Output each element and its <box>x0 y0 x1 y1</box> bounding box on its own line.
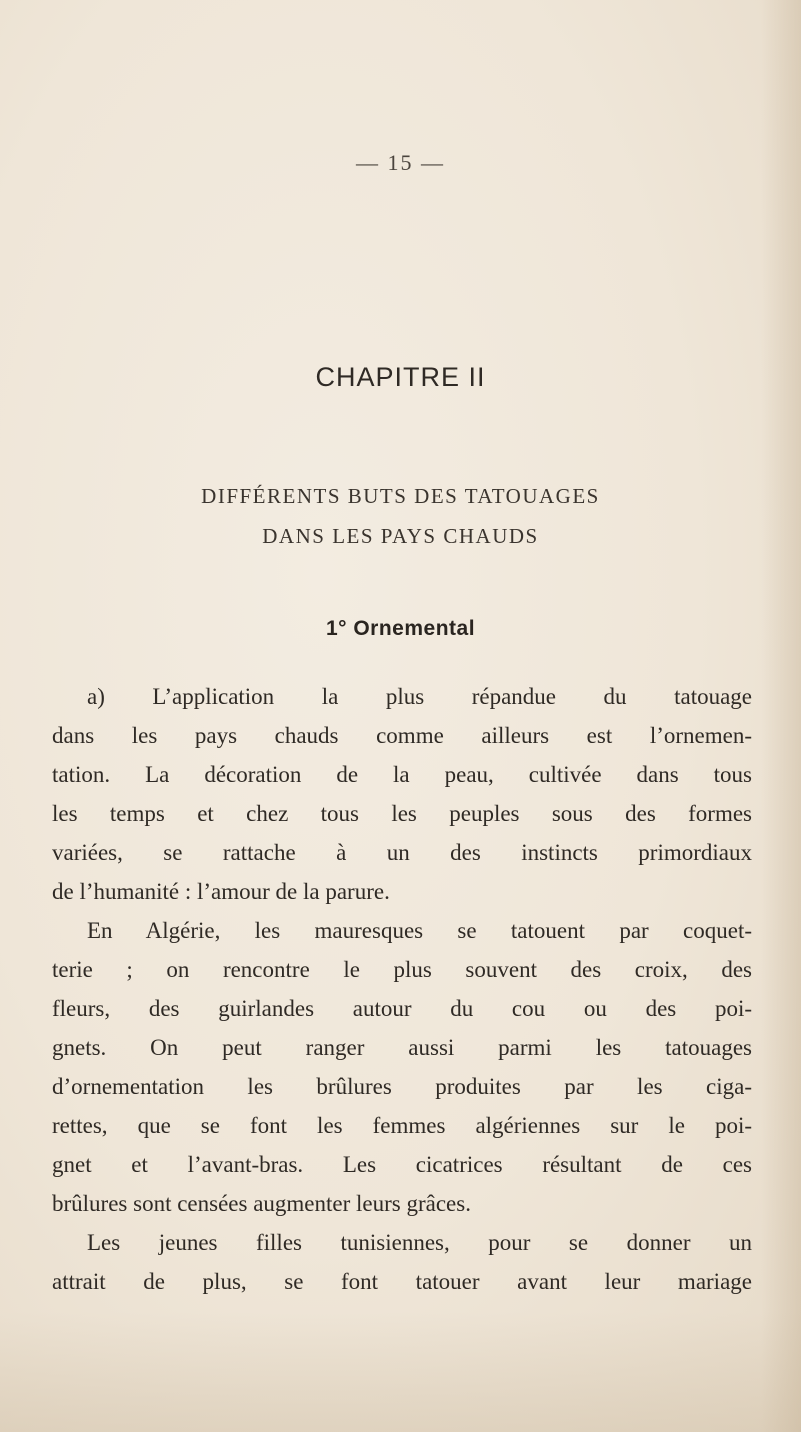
page-bottom-stain <box>0 1312 801 1432</box>
body-line: de l’humanité : l’amour de la parure. <box>52 879 390 904</box>
body-line: attrait de plus, se font tatouer avant leur mariage <box>52 1269 752 1294</box>
body-line: d’ornementation les brûlures produites par les ciga- <box>52 1074 752 1099</box>
body-line: dans les pays chauds comme ailleurs est l’ornemen- <box>52 723 752 748</box>
body-line: variées, se rattache à un des instincts primordiaux <box>52 840 752 865</box>
body-line: les temps et chez tous les peuples sous des formes <box>52 801 752 826</box>
body-line: rettes, que se font les femmes algériennes sur le poi- <box>52 1113 752 1138</box>
body-line: gnets. On peut ranger aussi parmi les tatouages <box>52 1035 752 1060</box>
page-number: — 15 — <box>356 150 445 175</box>
chapter-subtitle-line-2: DANS LES PAYS CHAUDS <box>262 524 539 548</box>
body-line: Les jeunes filles tunisiennes, pour se donner un <box>87 1230 752 1255</box>
chapter-subtitle-line-1: DIFFÉRENTS BUTS DES TATOUAGES <box>201 484 600 508</box>
chapter-title: CHAPITRE II <box>315 362 486 392</box>
body-line: terie ; on rencontre le plus souvent des croix, des <box>52 957 752 982</box>
body-line: a) L’application la plus répandue du tatouage <box>87 684 752 709</box>
body-line: gnet et l’avant-bras. Les cicatrices résultant de ces <box>52 1152 752 1177</box>
body-line: fleurs, des guirlandes autour du cou ou des poi- <box>52 996 752 1021</box>
section-heading: 1° Ornemental <box>325 617 476 640</box>
page-edge-stain <box>761 0 801 1432</box>
body-line: brûlures sont censées augmenter leurs grâces. <box>52 1191 471 1216</box>
body-line: tation. La décoration de la peau, cultivée dans tous <box>52 762 752 787</box>
body-line: En Algérie, les mauresques se tatouent par coquet- <box>87 918 752 943</box>
